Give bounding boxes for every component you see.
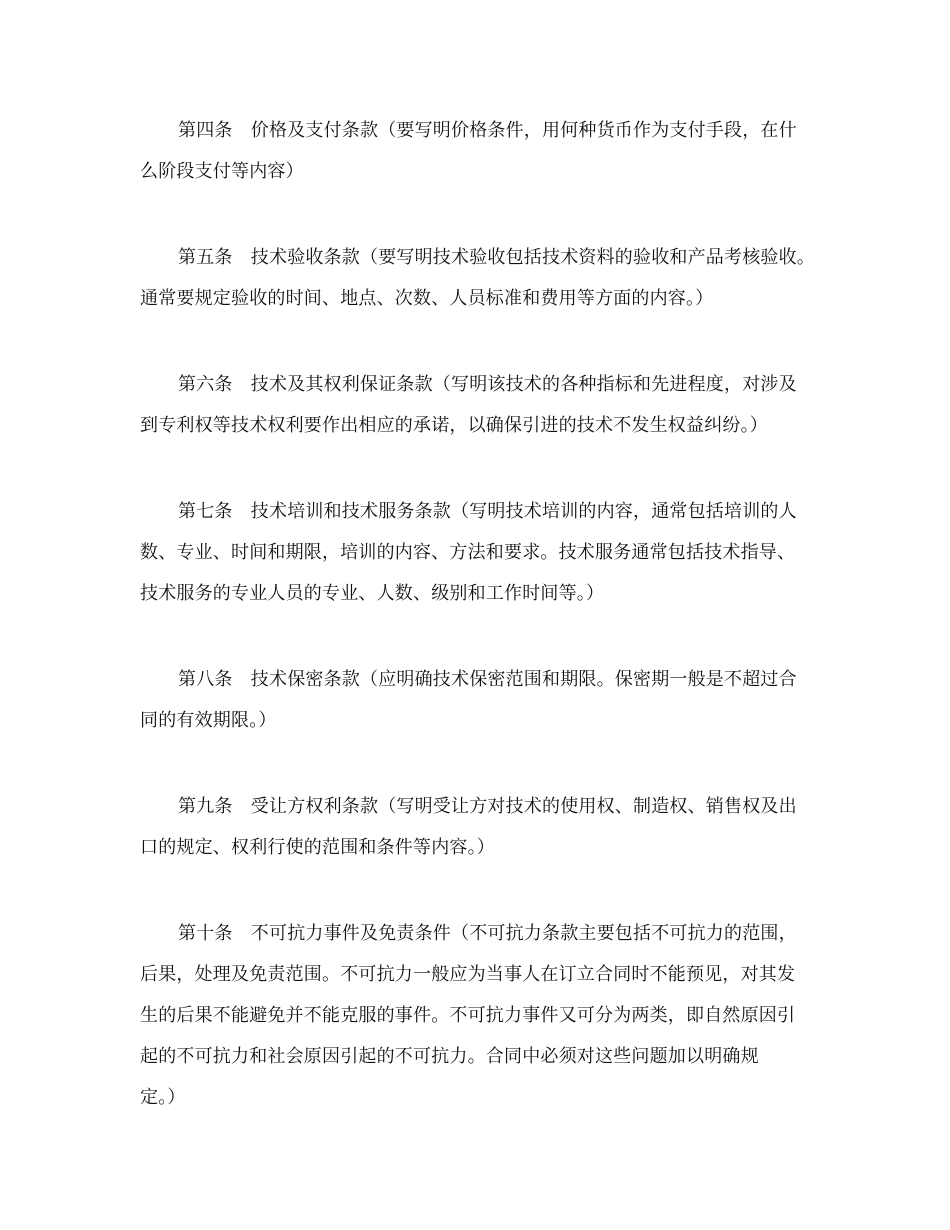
clause-line: 第四条 价格及支付条款（要写明价格条件，用何种货币作为支付手段，在什: [178, 120, 797, 141]
clause-article-8: [140, 659, 850, 741]
clause-line: 起的不可抗力和社会原因引起的不可抗力。合同中必须对这些问题加以明确规: [140, 1046, 759, 1067]
clause-line: 技术服务的专业人员的专业、人数、级别和工作时间等。）: [140, 583, 605, 604]
clause-article-10: [140, 913, 850, 1118]
clause-article-7: [140, 491, 850, 614]
clause-line: 第五条 技术验收条款（要写明技术验收包括技术资料的验收和产品考核验收。: [178, 247, 815, 268]
clause-line: 么阶段支付等内容）: [140, 161, 304, 182]
clause-article-9: [140, 786, 850, 868]
clause-line: 后果，处理及免责范围。不可抗力一般应为当事人在订立合同时不能预见，对其发: [140, 964, 796, 985]
clause-line: 数、专业、时间和期限，培训的内容、方法和要求。技术服务通常包括技术指导、: [140, 542, 796, 563]
clause-line: 第八条 技术保密条款（应明确技术保密范围和期限。保密期一般是不超过合: [178, 669, 797, 690]
clause-line: 同的有效期限。）: [140, 710, 277, 731]
clause-line: 定。）: [140, 1087, 186, 1108]
clause-line: 通常要规定验收的时间、地点、次数、人员标准和费用等方面的内容。）: [140, 288, 714, 309]
clause-line: 生的后果不能避免并不能克服的事件。不可抗力事件又可分为两类，即自然原因引: [140, 1005, 796, 1026]
clause-line: 口的规定、权利行使的范围和条件等内容。）: [140, 837, 495, 858]
clause-article-6: [140, 364, 850, 446]
clause-line: 到专利权等技术权利要作出相应的承诺，以确保引进的技术不发生权益纠纷。）: [140, 415, 768, 436]
clause-line: 第九条 受让方权利条款（写明受让方对技术的使用权、制造权、销售权及出: [178, 796, 797, 817]
clause-article-5: [140, 237, 850, 319]
clause-article-4: [140, 110, 850, 192]
clause-line: 第十条 不可抗力事件及免责条件（不可抗力条款主要包括不可抗力的范围，: [178, 923, 797, 944]
clause-line: 第七条 技术培训和技术服务条款（写明技术培训的内容，通常包括培训的人: [178, 501, 797, 522]
clause-line: 第六条 技术及其权利保证条款（写明该技术的各种指标和先进程度，对涉及: [178, 374, 797, 395]
